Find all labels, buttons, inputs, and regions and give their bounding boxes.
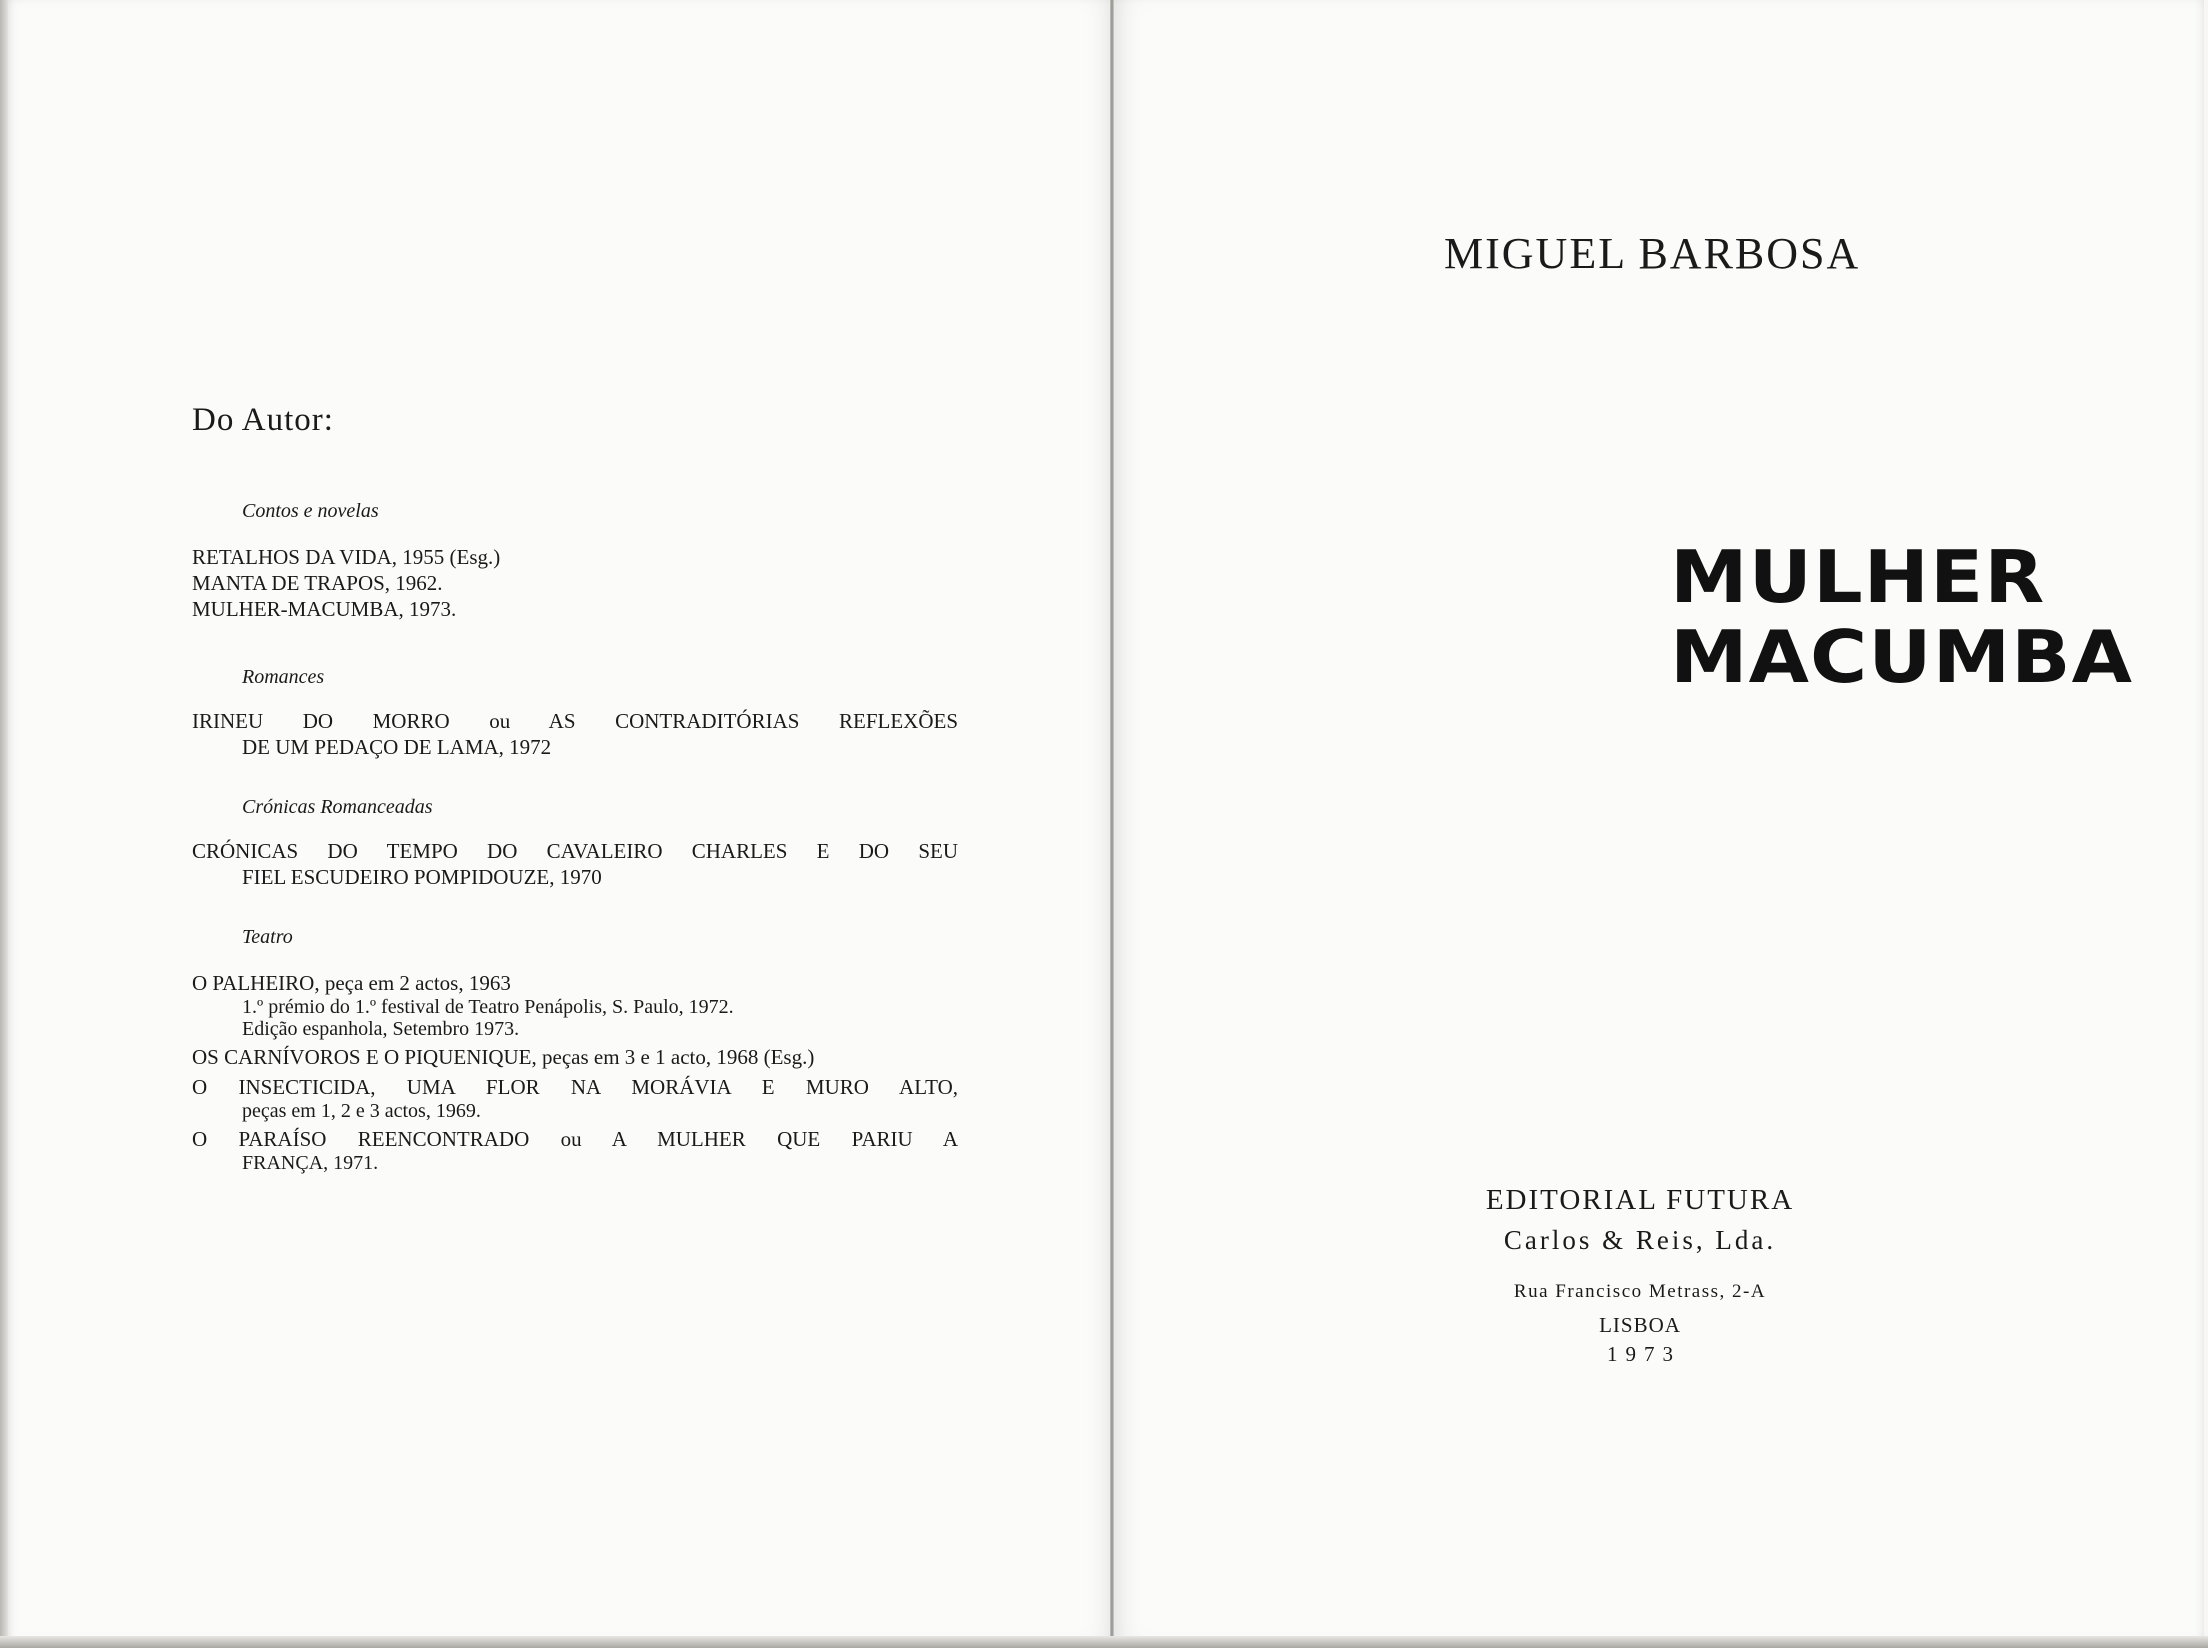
bibliography-entry-line: O INSECTICIDA, UMA FLOR NA MORÁVIA E MURO ALTO, [192,1075,958,1099]
bibliography-entry-line: O PARAÍSO REENCONTRADO ou A MULHER QUE PARIU A [192,1127,958,1151]
bibliography-entry: MANTA DE TRAPOS, 1962. [192,571,443,595]
publication-year: 1973 [1607,1342,1681,1366]
by-author-heading: Do Autor: [192,402,334,438]
bibliography-entry-line: CRÓNICAS DO TEMPO DO CAVALEIRO CHARLES E DO SEU [192,839,958,863]
bibliography-list-contos [192,544,958,622]
book-title-line: MULHER [1670,536,2046,620]
bibliography-entry-line: DE UM PEDAÇO DE LAMA, 1972 [242,735,552,759]
bibliography-entry-line: O PALHEIRO, peça em 2 actos, 1963 [192,971,511,995]
publisher-name: EDITORIAL FUTURA [1485,1184,1795,1216]
bibliography-entry-cronicas [192,838,958,890]
section-title-contos: Contos e novelas [242,500,379,522]
bibliography-entry-line: FIEL ESCUDEIRO POMPIDOUZE, 1970 [242,865,602,889]
bibliography-note: Edição espanhola, Setembro 1973. [242,1018,520,1040]
section-title-cronicas: Crónicas Romanceadas [242,796,433,818]
section-title-teatro: Teatro [242,926,293,948]
bibliography-entry-line: FRANÇA, 1971. [242,1152,379,1174]
section-title-romances: Romances [242,666,325,688]
book-title [1670,536,2134,700]
bibliography-entry-line: peças em 1, 2 e 3 actos, 1969. [242,1100,481,1122]
publisher-company: Carlos & Reis, Lda. [1503,1225,1777,1255]
book-title-line: MACUMBA [1670,616,2134,700]
bibliography-entry: RETALHOS DA VIDA, 1955 (Esg.) [192,545,501,569]
publisher-block [1460,1180,1820,1368]
author-name: MIGUEL BARBOSA [1444,229,1861,278]
bottom-page-edge [0,1636,2208,1648]
publisher-address: Rua Francisco Metrass, 2-A [1513,1281,1767,1302]
bibliography-entry: MULHER-MACUMBA, 1973. [192,597,457,621]
bibliography-list-teatro [192,970,958,1174]
left-page [8,0,1114,1640]
bibliography-entry-line: OS CARNÍVOROS E O PIQUENIQUE, peças em 3 e 1 acto, 1968 (Esg.) [192,1045,815,1069]
bibliography-entry-line: IRINEU DO MORRO ou AS CONTRADITÓRIAS REFLEXÕES [192,709,958,733]
bibliography-entry-irineu [192,708,958,760]
bibliography-note: 1.º prémio do 1.º festival de Teatro Penápolis, S. Paulo, 1972. [242,996,734,1018]
publisher-city: LISBOA [1599,1313,1681,1337]
